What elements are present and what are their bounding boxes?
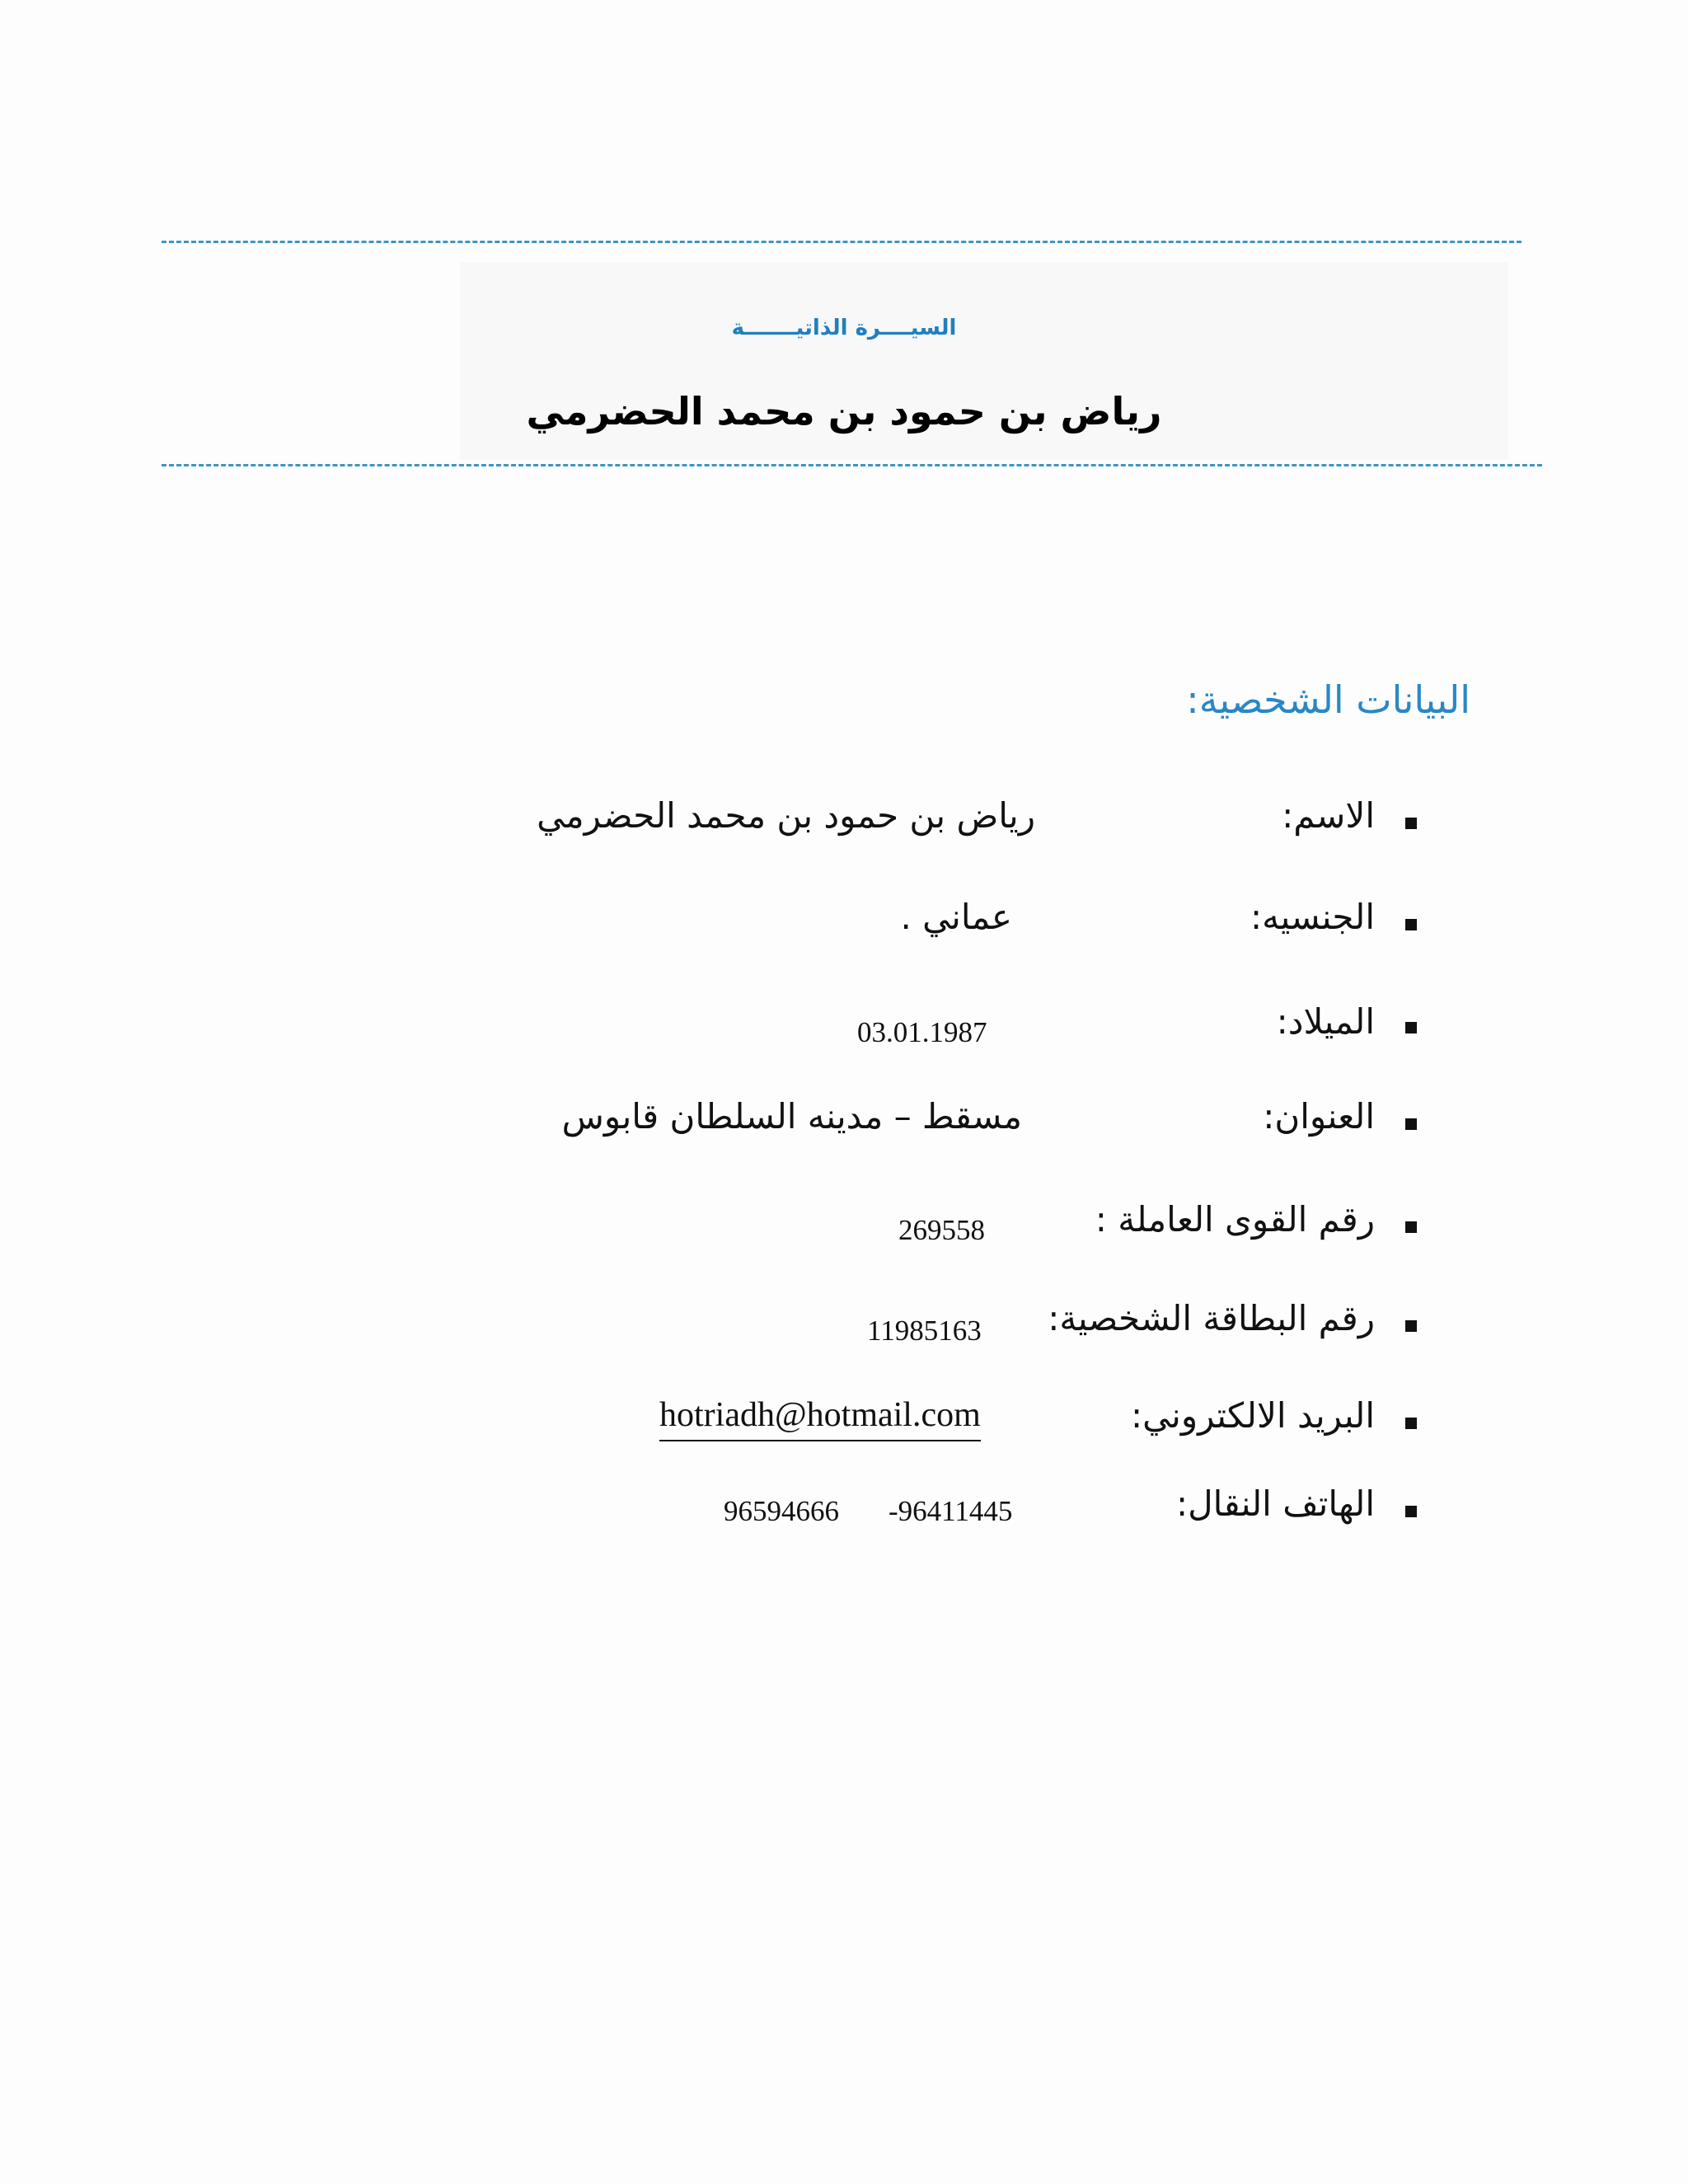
section-heading-personal-info: البيانات الشخصية: <box>1186 677 1470 722</box>
divider-top <box>162 241 1522 243</box>
label-email: البريد الالكتروني: <box>1131 1395 1375 1436</box>
value-name: رياض بن حمود بن محمد الحضرمي <box>537 795 1035 836</box>
email-link[interactable]: hotriadh@hotmail.com <box>659 1395 981 1441</box>
cv-name: رياض بن حمود بن محمد الحضرمي <box>526 389 1162 434</box>
label-mobile-phone: الهاتف النقال: <box>1176 1483 1375 1524</box>
row-id-card-number <box>0 1298 1688 1356</box>
label-address: العنوان: <box>1263 1096 1375 1137</box>
value-id-card-number: 11985163 <box>867 1315 982 1347</box>
bullet-icon <box>1405 1118 1417 1130</box>
row-nationality <box>0 897 1688 954</box>
bullet-icon <box>1405 919 1417 930</box>
row-email <box>0 1395 1688 1453</box>
bullet-icon <box>1405 1418 1417 1429</box>
row-birth <box>0 1001 1688 1059</box>
label-id-card-number: رقم البطاقة الشخصية: <box>1048 1298 1375 1338</box>
label-nationality: الجنسيه: <box>1250 897 1375 937</box>
bullet-icon <box>1405 1022 1417 1033</box>
bullet-icon <box>1405 1320 1417 1332</box>
row-address <box>0 1096 1688 1154</box>
bullet-icon <box>1405 1506 1417 1517</box>
row-manpower-number <box>0 1199 1688 1257</box>
bullet-icon <box>1405 818 1417 829</box>
value-manpower-number: 269558 <box>898 1214 985 1246</box>
value-address: مسقط – مدينه السلطان قابوس <box>561 1096 1022 1137</box>
bullet-icon <box>1405 1221 1417 1233</box>
value-nationality: عماني . <box>900 897 1012 937</box>
value-phone-1: 96594666 <box>724 1495 839 1527</box>
label-manpower-number: رقم القوى العاملة : <box>1095 1199 1375 1240</box>
value-phone-2: -96411445 <box>889 1495 1013 1527</box>
divider-bottom <box>162 464 1542 466</box>
row-name <box>0 795 1688 853</box>
label-name: الاسم: <box>1282 795 1375 836</box>
label-birth: الميلاد: <box>1276 1001 1375 1042</box>
value-birth: 03.01.1987 <box>857 1016 987 1048</box>
cv-label: السيــــرة الذاتيـــــــة <box>731 316 957 340</box>
row-mobile-phone <box>0 1483 1688 1541</box>
